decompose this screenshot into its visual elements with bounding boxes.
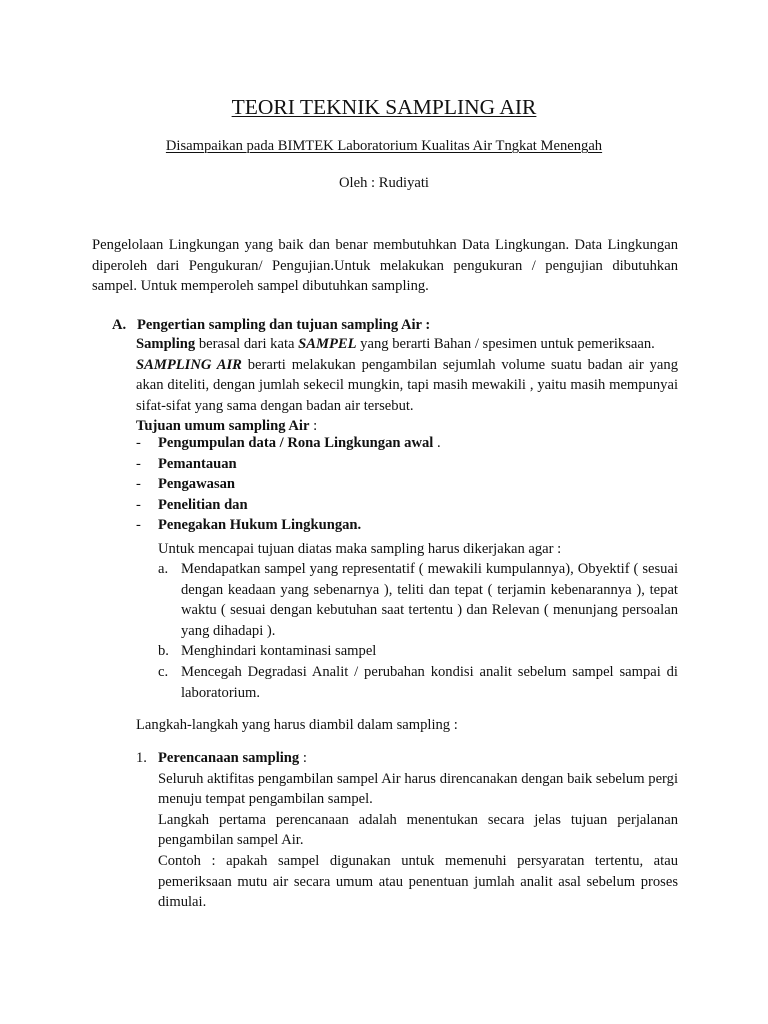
section-a-marker: A. [112,317,127,333]
sampling-air-term: SAMPLING AIR [136,356,242,373]
steps-intro: Langkah-langkah yang harus diambil dalam sampling : [136,717,458,733]
list-marker: c. [158,663,169,680]
step-1-marker: 1. [136,750,147,766]
sampling-air-definition [136,355,678,417]
list-item [158,641,678,662]
goal-dash: - [136,476,141,493]
sampling-requirements-list [158,559,678,703]
list-item-text: Mencegah Degradasi Analit / perubahan kondisi analit sebelum sampel sampai di laboratorium. [181,663,678,701]
step-1-heading [158,748,678,769]
section-a-body [136,334,678,437]
goal-dash: - [136,517,141,534]
list-item [158,662,678,703]
goal-text: Penegakan Hukum Lingkungan. [158,517,362,534]
goals-label: Tujuan umum sampling Air [136,418,310,435]
goal-text: Pemantauan [158,455,237,472]
document-title: TEORI TEKNIK SAMPLING AIR [231,95,537,119]
step-1-paragraph: Seluruh aktifitas pengambilan sampel Air harus direncanakan dengan baik sebelum pergi menuju tempat pengambilan sampel. [158,770,678,808]
goal-dash: - [136,496,141,513]
list-marker: a. [158,561,169,577]
intro-paragraph: Pengelolaan Lingkungan yang baik dan benar membutuhkan Data Lingkungan. Data Lingkungan diperoleh dari Pengukuran/ Pengujian.Untuk melakukan pengukuran / pengujian dibutuhkan sampel. Untuk memperoleh sampel dibutuhkan sampling. [92,237,678,295]
document-subtitle: Disampaikan pada BIMTEK Laboratorium Kualitas Air Tngkat Menengah [165,138,603,154]
goal-text: Pengawasan [158,476,236,493]
goal-intro: Untuk mencapai tujuan diatas maka sampling harus dikerjakan agar : [158,541,562,557]
sampling-def-mid: berasal dari kata [195,336,299,352]
goal-dash: - [136,455,141,472]
list-item-text: Mendapatkan sampel yang representatif ( mewakili kumpulannya), Obyektif ( sesuai dengan keadaan yang sebenarnya ), teliti dan tepat ( terjamin kebenarannya ), tepat waktu ( sesuai dengan kebutuhan saat tertentu ) dan Relevan ( menunjang persoalan yang dihadapi ). [181,561,678,639]
step-1-colon: : [299,750,307,766]
list-item-text: Menghindari kontaminasi sampel [181,643,377,660]
sampling-air-def-rest: berarti melakukan pengambilan sejumlah volume suatu badan air yang akan diteliti, dengan jumlah sekecil mungkin, tapi masih mewakili , yaitu masih mempunyai sifat-sifat yang sama dengan badan air tersebut. [136,356,678,414]
sampling-def-rest: yang berarti Bahan / spesimen untuk pemeriksaan. [356,336,655,352]
sampling-term: Sampling [136,336,196,352]
sampel-term: SAMPEL [298,336,357,352]
step-1-paragraph: Langkah pertama perencanaan adalah menentukan secara jelas tujuan perjalanan pengambilan sampel Air. [158,811,678,849]
list-marker: b. [158,643,169,660]
goal-suffix: . [433,435,441,451]
list-item [158,559,678,641]
goals-colon: : [309,418,318,435]
goal-dash: - [136,435,141,451]
document-author: Oleh : Rudiyati [339,175,429,191]
goal-text: Pengumpulan data / Rona Lingkungan awal [158,435,434,451]
goal-text: Penelitian dan [158,496,248,513]
step-1-body [158,748,678,913]
section-a-heading: Pengertian sampling dan tujuan sampling Air : [137,317,431,333]
step-1-title: Perencanaan sampling [158,750,300,766]
sampling-definition [136,334,678,355]
step-1-paragraph: Contoh : apakah sampel digunakan untuk memenuhi persyaratan tertentu, atau pemeriksaan mutu air secara umum atau penentuan jumlah analit asal sebelum proses dimulai. [158,852,678,911]
